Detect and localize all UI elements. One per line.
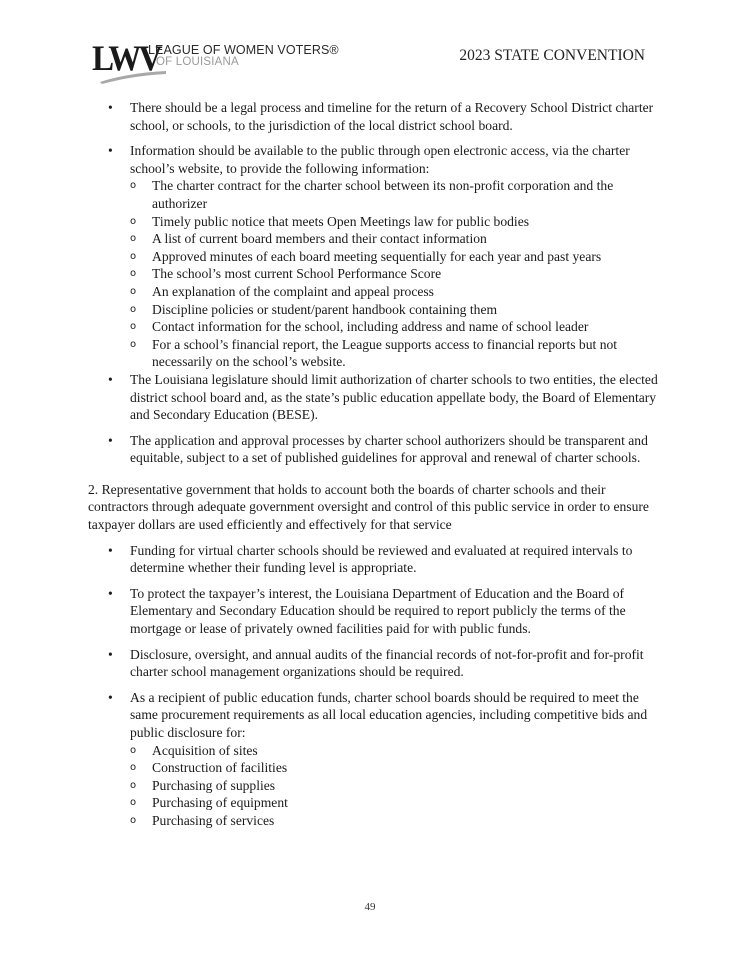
bullet-icon: •: [108, 585, 113, 601]
bullet-icon: •: [108, 371, 113, 387]
sub-list-item: o Purchasing of supplies: [130, 777, 276, 793]
logo-org-state: OF LOUISIANA: [156, 56, 239, 68]
lwv-logo: [92, 38, 339, 86]
logo-swoosh-icon: [98, 70, 168, 84]
sub-list-item: o An explanation of the complaint and appeal process: [130, 283, 434, 299]
circle-bullet-icon: o: [130, 215, 137, 227]
logo-mark: LWV: [92, 38, 160, 78]
bullet-icon: •: [108, 432, 113, 448]
circle-bullet-icon: o: [130, 268, 137, 280]
page-number: 49: [364, 901, 376, 913]
bullet-icon: •: [108, 100, 113, 115]
sub-list-item: o For a school’s financial report, the League supports access to financial reports but not necessarily on the school’s website.: [130, 336, 618, 370]
sub-list-item: o Contact information for the school, including address and name of school leader: [130, 319, 589, 335]
list-item: • Information should be available to the public through open electronic access, via the charter school’s website, to provide the following information:: [108, 143, 630, 176]
circle-bullet-icon: o: [130, 762, 137, 774]
sub-list-item: o Approved minutes of each board meeting sequentially for each year and past years: [130, 248, 602, 264]
circle-bullet-icon: o: [130, 233, 137, 245]
circle-bullet-icon: o: [130, 321, 137, 333]
circle-bullet-icon: o: [130, 250, 137, 262]
logo-org-name: LEAGUE OF WOMEN VOTERS®: [148, 43, 339, 57]
bullet-icon: •: [108, 143, 113, 159]
circle-bullet-icon: o: [130, 180, 137, 192]
sub-list-item: o Purchasing of services: [130, 812, 275, 828]
bullet-icon: •: [108, 646, 113, 662]
circle-bullet-icon: o: [130, 285, 137, 297]
convention-title: 2023 STATE CONVENTION: [459, 47, 645, 64]
circle-bullet-icon: o: [130, 338, 137, 350]
sub-list-item: o Discipline policies or student/parent handbook containing them: [130, 301, 498, 317]
circle-bullet-icon: o: [130, 797, 137, 809]
sub-list-item: o Purchasing of equipment: [130, 795, 288, 811]
sub-list-item: o Timely public notice that meets Open Meetings law for public bodies: [130, 213, 530, 229]
list-item: • To protect the taxpayer’s interest, the Louisiana Department of Education and the Board of Elementary and Secondary Education should be required to report publicly the terms of the mortgage or lease of privately owned facilities paid for with public funds.: [108, 585, 626, 637]
circle-bullet-icon: o: [130, 303, 137, 315]
list-item: • The application and approval processes by charter school authorizers should be transparent and equitable, subject to a set of published guidelines for approval and renewal of charter schools.: [108, 432, 648, 466]
bullet-icon: •: [108, 689, 113, 705]
sub-list-item: o Acquisition of sites: [130, 742, 258, 758]
list-item: • As a recipient of public education funds, charter school boards should be required to meet the same procurement requirements as all local education agencies, including competitive bids and public disclosure for:: [108, 689, 648, 740]
circle-bullet-icon: o: [130, 779, 137, 791]
sub-list-item: o A list of current board members and their contact information: [130, 231, 487, 247]
bullet-icon: •: [108, 542, 113, 558]
list-item: • Disclosure, oversight, and annual audits of the financial records of not-for-profit and for-profit charter school management organizations should be required.: [108, 646, 644, 680]
list-item: • The Louisiana legislature should limit authorization of charter schools to two entities, the elected district school board and, as the state’s public education appellate body, the Board of Elementary and Secondary Education (BESE).: [108, 371, 658, 423]
document-body: [88, 99, 660, 830]
list-item: • There should be a legal process and timeline for the return of a Recovery School District charter school, or schools, to the jurisdiction of the local district school board.: [108, 100, 654, 133]
page-header: [0, 0, 740, 90]
sub-list-item: o The school’s most current School Performance Score: [130, 266, 442, 282]
section-heading: 2. Representative government that holds to account both the boards of charter schools and their contractors through adequate government oversight and control of this public service in order to ensure taxpayer dollars are used efficiently and effectively for that service: [88, 481, 649, 533]
list-item: • Funding for virtual charter schools should be reviewed and evaluated at required intervals to determine whether their funding level is appropriate.: [108, 542, 633, 576]
sub-list-item: o The charter contract for the charter school between its non-profit corporation and the authorizer: [130, 178, 614, 211]
sub-list-item: o Construction of facilities: [130, 760, 288, 776]
circle-bullet-icon: o: [130, 744, 137, 756]
circle-bullet-icon: o: [130, 814, 137, 826]
